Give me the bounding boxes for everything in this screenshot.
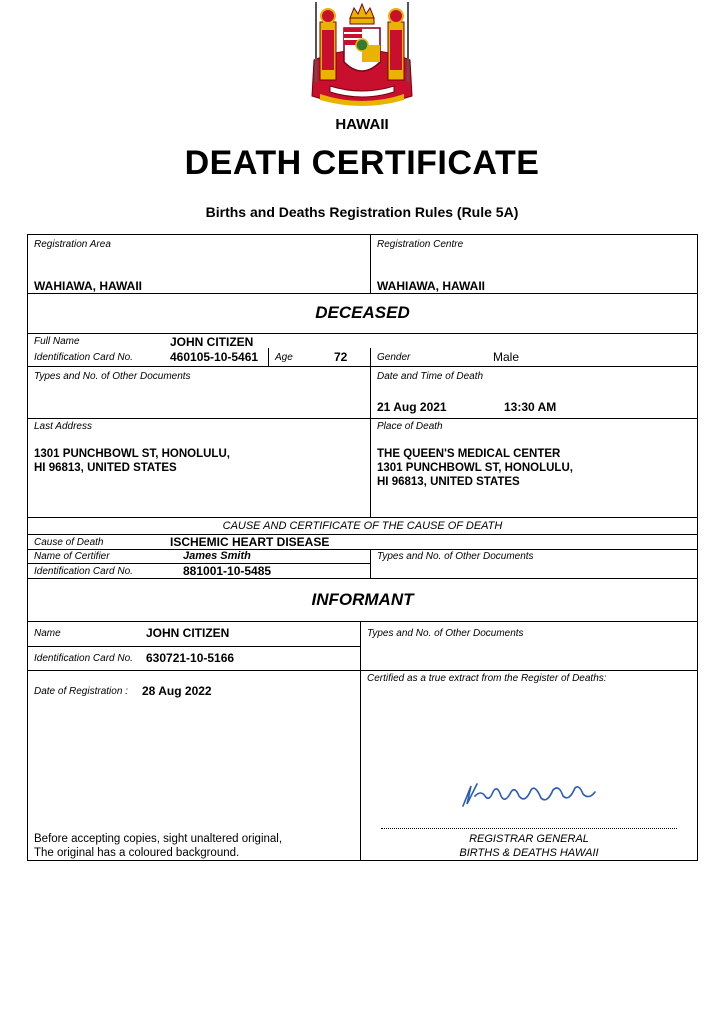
time-of-death-value: 13:30 AM xyxy=(504,400,557,414)
informant-id-value: 630721-10-5166 xyxy=(146,651,235,665)
deceased-other-docs-label: Types and No. of Other Documents xyxy=(34,371,191,382)
state-name: HAWAII xyxy=(335,116,389,133)
certificate-form xyxy=(27,234,698,861)
last-address-line2: HI 96813, UNITED STATES xyxy=(34,462,177,474)
original-note-line2: The original has a coloured background. xyxy=(34,847,240,859)
cause-of-death-label: Cause of Death xyxy=(34,537,104,548)
place-of-death-line3: HI 96813, UNITED STATES xyxy=(377,476,520,488)
registration-centre-value: WAHIAWA, HAWAII xyxy=(377,279,485,293)
certified-extract-text: Certified as a true extract from the Register of Deaths: xyxy=(367,673,607,684)
certifier-id-label: Identification Card No. xyxy=(34,566,133,577)
registration-date-label: Date of Registration : xyxy=(34,686,128,697)
cause-heading: CAUSE AND CERTIFICATE OF THE CAUSE OF DEATH xyxy=(222,520,503,532)
document-title: DEATH CERTIFICATE xyxy=(184,144,540,182)
registration-area-value: WAHIAWA, HAWAII xyxy=(34,279,142,293)
original-note-line1: Before accepting copies, sight unaltered original, xyxy=(34,833,283,845)
date-time-of-death-label: Date and Time of Death xyxy=(377,371,484,382)
deceased-heading: DECEASED xyxy=(315,303,410,322)
informant-name-label: Name xyxy=(34,628,61,639)
age-value: 72 xyxy=(334,350,348,364)
signature-dotted-line xyxy=(381,828,677,829)
full-name-label: Full Name xyxy=(34,336,80,347)
certifier-id-value: 881001-10-5485 xyxy=(183,564,272,578)
informant-name-value: JOHN CITIZEN xyxy=(146,626,230,640)
informant-id-label: Identification Card No. xyxy=(34,653,133,664)
age-label: Age xyxy=(275,352,293,363)
registration-centre-label: Registration Centre xyxy=(377,239,464,250)
registrar-title-line2: BIRTHS & DEATHS HAWAII xyxy=(459,847,599,859)
gender-value: Male xyxy=(493,350,520,364)
certifier-label: Name of Certifier xyxy=(34,551,110,562)
last-address-line1: 1301 PUNCHBOWL ST, HONOLULU, xyxy=(34,448,230,460)
informant-heading: INFORMANT xyxy=(311,590,414,609)
date-of-death-value: 21 Aug 2021 xyxy=(377,400,447,414)
place-of-death-line1: THE QUEEN'S MEDICAL CENTER xyxy=(377,448,561,460)
document-subtitle: Births and Deaths Registration Rules (Rule 5A) xyxy=(205,204,519,220)
cause-other-docs-label: Types and No. of Other Documents xyxy=(377,551,534,562)
place-of-death-line2: 1301 PUNCHBOWL ST, HONOLULU, xyxy=(377,462,573,474)
registrar-title-line1: REGISTRAR GENERAL xyxy=(469,833,589,845)
place-of-death-label: Place of Death xyxy=(377,421,443,432)
informant-other-docs-label: Types and No. of Other Documents xyxy=(367,628,524,639)
cause-of-death-value: ISCHEMIC HEART DISEASE xyxy=(170,535,330,549)
full-name-value: JOHN CITIZEN xyxy=(170,335,254,349)
registrar-signature xyxy=(455,774,605,814)
gender-label: Gender xyxy=(377,352,411,363)
certifier-value: James Smith xyxy=(183,550,251,562)
deceased-id-label: Identification Card No. xyxy=(34,352,133,363)
deceased-id-value: 460105-10-5461 xyxy=(170,350,259,364)
registration-area-label: Registration Area xyxy=(34,239,111,250)
coat-of-arms-seal xyxy=(300,0,424,112)
last-address-label: Last Address xyxy=(34,421,92,432)
registration-date-value: 28 Aug 2022 xyxy=(142,684,212,698)
